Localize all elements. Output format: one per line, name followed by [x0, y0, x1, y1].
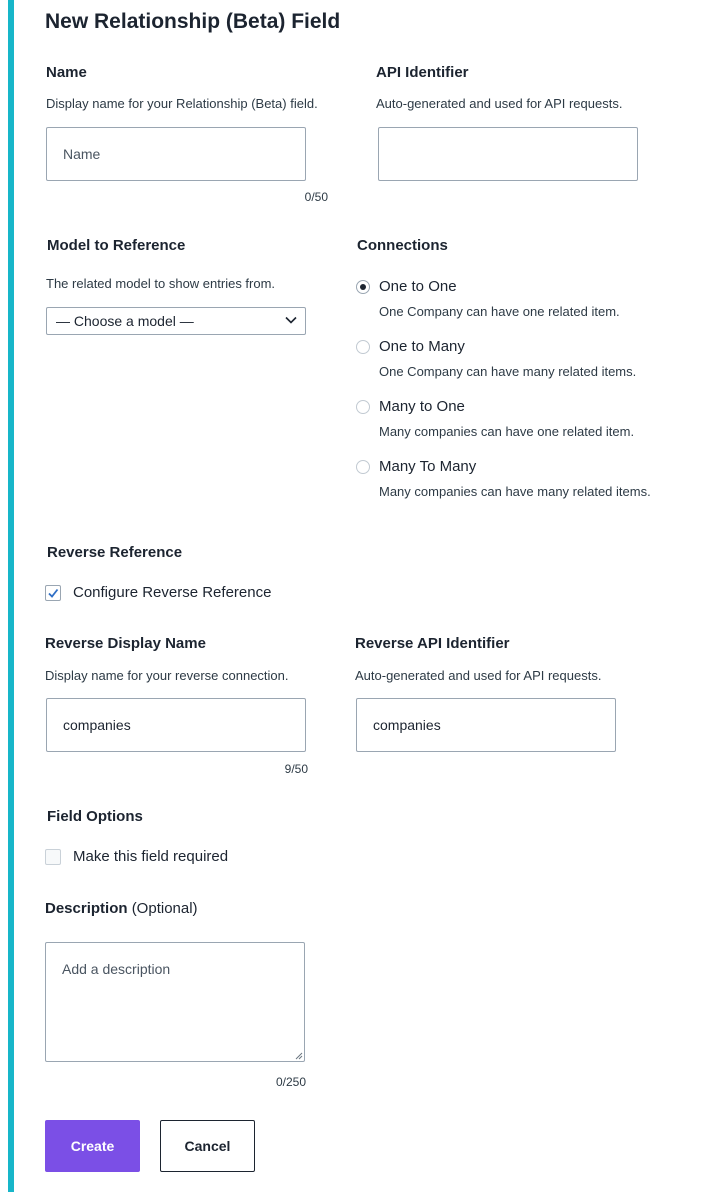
name-char-counter: 0/50: [304, 190, 328, 204]
api-identifier-help: Auto-generated and used for API requests.: [376, 96, 623, 111]
required-checkbox[interactable]: [45, 849, 61, 865]
model-reference-label: Model to Reference: [47, 237, 186, 254]
radio-many-to-one[interactable]: [356, 400, 370, 414]
name-label: Name: [46, 64, 87, 81]
chevron-down-icon: [285, 316, 297, 324]
description-textarea[interactable]: [45, 942, 305, 1062]
model-select-value: — Choose a model —: [56, 313, 194, 329]
radio-many-to-many-help: Many companies can have many related items.: [379, 484, 651, 499]
reverse-display-name-input[interactable]: [46, 698, 306, 752]
radio-many-to-one-help: Many companies can have one related item.: [379, 424, 635, 439]
reverse-display-name-help: Display name for your reverse connection.: [45, 668, 289, 683]
model-select[interactable]: [46, 307, 306, 335]
api-identifier-label: API Identifier: [376, 64, 469, 81]
accent-bar: [8, 0, 14, 1192]
reverse-reference-checkbox-label[interactable]: Configure Reverse Reference: [73, 584, 272, 601]
radio-many-to-one-label[interactable]: Many to One: [379, 398, 465, 415]
reverse-reference-label: Reverse Reference: [47, 544, 183, 561]
name-help: Display name for your Relationship (Beta) field.: [46, 96, 318, 111]
reverse-reference-checkbox[interactable]: [45, 585, 61, 601]
resize-grip-icon[interactable]: [295, 1052, 303, 1060]
api-identifier-input[interactable]: [378, 127, 638, 181]
description-wrapper: [45, 942, 305, 1062]
reverse-api-identifier-input[interactable]: [356, 698, 616, 752]
description-char-counter: 0/250: [275, 1075, 306, 1089]
name-input[interactable]: [46, 127, 306, 181]
radio-many-to-many[interactable]: [356, 460, 370, 474]
radio-one-to-many-help: One Company can have many related items.: [379, 364, 637, 379]
radio-one-to-one-help: One Company can have one related item.: [379, 304, 620, 319]
reverse-display-name-label: Reverse Display Name: [45, 635, 206, 652]
model-reference-help: The related model to show entries from.: [46, 276, 276, 291]
description-label-row: [45, 900, 198, 917]
radio-one-to-many[interactable]: [356, 340, 370, 354]
checkmark-icon: [47, 587, 59, 599]
reverse-api-identifier-help: Auto-generated and used for API requests.: [355, 668, 602, 683]
cancel-button[interactable]: Cancel: [160, 1120, 255, 1172]
connections-label: Connections: [357, 237, 448, 254]
page-title: New Relationship (Beta) Field: [45, 10, 341, 33]
create-button[interactable]: Create: [45, 1120, 140, 1172]
required-checkbox-label[interactable]: Make this field required: [73, 848, 229, 865]
description-label: Description: [45, 900, 128, 917]
reverse-api-identifier-label: Reverse API Identifier: [355, 635, 510, 652]
radio-many-to-many-label[interactable]: Many To Many: [379, 458, 477, 475]
field-options-label: Field Options: [47, 808, 143, 825]
description-optional: (Optional): [131, 900, 198, 917]
radio-one-to-one-label[interactable]: One to One: [379, 278, 457, 295]
radio-one-to-many-label[interactable]: One to Many: [379, 338, 465, 355]
radio-one-to-one[interactable]: [356, 280, 370, 294]
reverse-display-name-char-counter: 9/50: [284, 762, 308, 776]
